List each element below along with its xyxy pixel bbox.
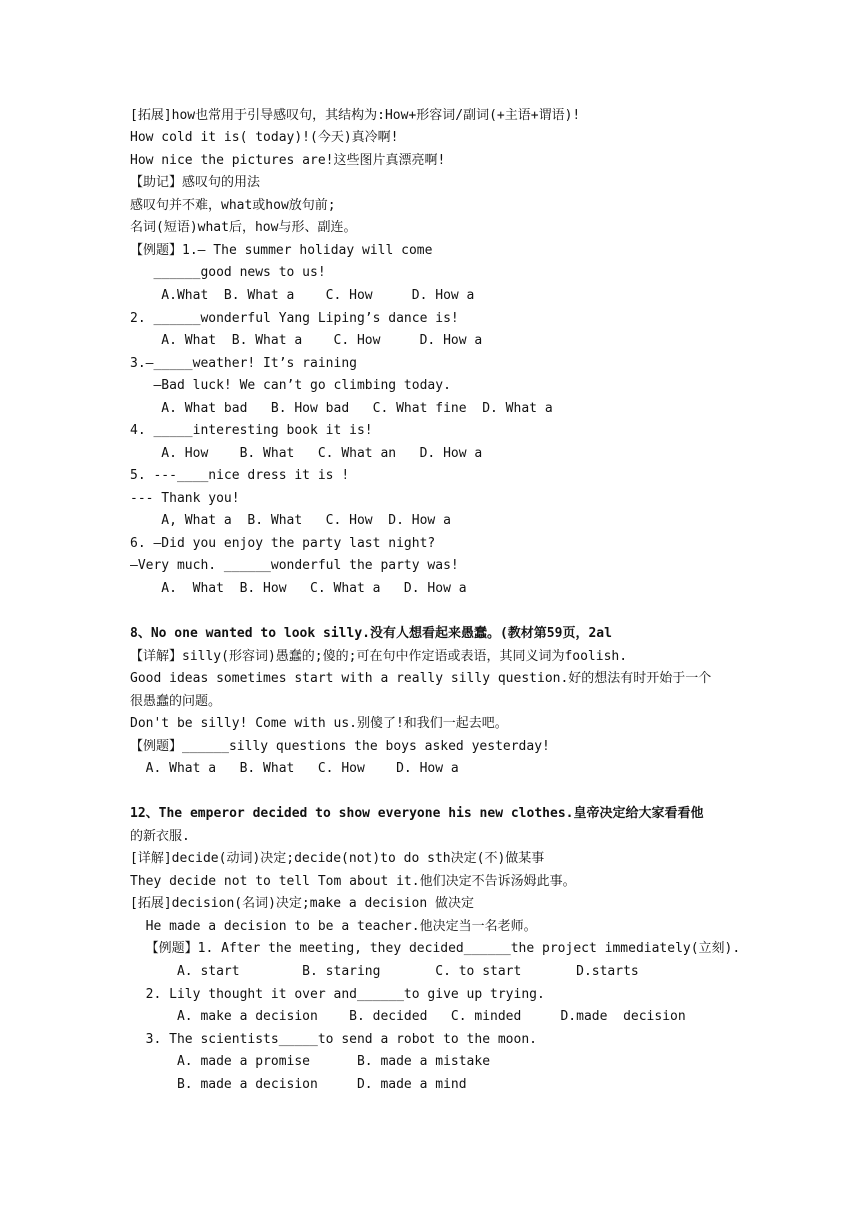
text-line: 【详解】silly(形容词)愚蠢的;傻的;可在句中作定语或表语，其同义词为foolish. xyxy=(130,649,628,664)
text-line: ______good news to us! xyxy=(130,265,326,280)
text-line: 2. Lily thought it over and______to give up trying. xyxy=(130,987,545,1002)
text-line: Good ideas sometimes start with a really silly question.好的想法有时开始于一个 xyxy=(130,671,712,686)
text-line: 2. ______wonderful Yang Liping’s dance is! xyxy=(130,311,459,326)
text-line: —Very much. ______wonderful the party was! xyxy=(130,558,459,573)
text-line: 5. ---____nice dress it is ! xyxy=(130,468,350,483)
text-line: A.What B. What a C. How D. How a xyxy=(130,288,475,303)
text-line: How nice the pictures are!这些图片真漂亮啊! xyxy=(130,153,446,168)
text-line: 3. The scientists_____to send a robot to the moon. xyxy=(130,1032,537,1047)
section-heading: 8、No one wanted to look silly.没有人想看起来愚蠢。(教材第59页，2al xyxy=(130,626,612,641)
text-line: 的新衣服. xyxy=(130,829,190,844)
text-line: He made a decision to be a teacher.他决定当一名老师。 xyxy=(130,919,537,934)
text-line: A. start B. staring C. to start D.starts xyxy=(130,964,639,979)
text-line: A. What B. What a C. How D. How a xyxy=(130,333,483,348)
text-line: How cold it is( today)!(今天)真冷啊! xyxy=(130,130,399,145)
text-line: 名词(短语)what后，how与形、副连。 xyxy=(130,220,357,235)
text-line: A, What a B. What C. How D. How a xyxy=(130,513,451,528)
text-line: 很愚蠢的问题。 xyxy=(130,694,222,709)
text-line: 感叹句并不难，what或how放句前; xyxy=(130,198,336,213)
text-line: Don't be silly! Come with us.别傻了!和我们一起去吧。 xyxy=(130,716,508,731)
text-line: 6. —Did you enjoy the party last night? xyxy=(130,536,436,551)
text-line: 【例题】______silly questions the boys asked yesterday! xyxy=(130,739,550,754)
text-line: —Bad luck! We can’t go climbing today. xyxy=(130,378,451,393)
text-line: A. made a promise B. made a mistake xyxy=(130,1054,491,1069)
text-line: [详解]decide(动词)决定;decide(not)to do sth决定(不)做某事 xyxy=(130,851,545,866)
text-line: 【例题】1. After the meeting, they decided______the project immediately(立刻). xyxy=(130,941,741,956)
section-heading: 12、The emperor decided to show everyone his new clothes.皇帝决定给大家看看他 xyxy=(130,806,704,821)
text-line: A. What bad B. How bad C. What fine D. What a xyxy=(130,401,553,416)
text-line: 3.—_____weather! It’s raining xyxy=(130,356,357,371)
text-line: 【例题】1.— The summer holiday will come xyxy=(130,243,433,258)
text-line: --- Thank you! xyxy=(130,491,240,506)
text-line: A. make a decision B. decided C. minded D.made decision xyxy=(130,1009,686,1024)
text-line: [拓展]how也常用于引导感叹句，其结构为:How+形容词/副词(+主语+谓语)! xyxy=(130,108,581,123)
text-line: A. What a B. What C. How D. How a xyxy=(130,761,459,776)
text-line: B. made a decision D. made a mind xyxy=(130,1077,467,1092)
text-line: 【助记】感叹句的用法 xyxy=(130,175,261,190)
text-line: A. What B. How C. What a D. How a xyxy=(130,581,467,596)
text-line: 4. _____interesting book it is! xyxy=(130,423,373,438)
text-line: They decide not to tell Tom about it.他们决定不告诉汤姆此事。 xyxy=(130,874,576,889)
text-line: A. How B. What C. What an D. How a xyxy=(130,446,483,461)
text-line: [拓展]decision(名词)决定;make a decision 做决定 xyxy=(130,896,474,911)
